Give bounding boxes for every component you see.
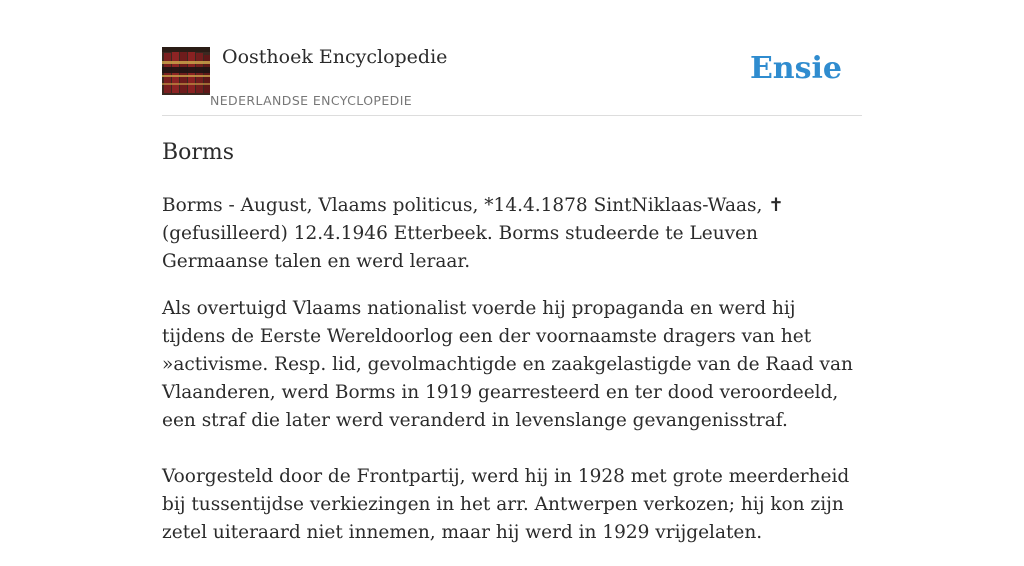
page-container [162,0,862,543]
site-header [162,0,862,116]
article-paragraph: Als overtuigd Vlaams nationalist voerde hij propaganda en werd hij tijdens de Eerste Wereldoorlog een der voornaamste dragers van het »activisme. Resp. lid, gevolmachtigde en zaakgelastigde van de Raad van Vlaanderen, werd Borms in 1919 gearresteerd en ter dood veroordeeld, een straf die later werd veranderd in levenslange gevangenisstraf. Voorgesteld door de Frontpartij, werd hij in 1928 met grote meerderheid bij tussentijdse verkiezingen in het arr. Antwerpen verkozen; hij kon zijn zetel uiteraard niet innemen, maar hij werd in 1929 vrijgelaten. [162,298,853,543]
encyclopedia-avatar[interactable] [162,47,210,95]
site-subtitle: NEDERLANDSE ENCYCLOPEDIE [210,93,413,108]
books-icon [162,47,210,95]
site-title[interactable]: Oosthoek Encyclopedie [222,46,448,68]
article-paragraph: Borms - August, Vlaams politicus, *14.4.1878 SintNiklaas-Waas, ✝ (gefusilleerd) 12.4.1946 Etterbeek. Borms studeerde te Leuven Germaanse talen en werd leraar. [162,195,784,272]
ensie-logo-link[interactable]: Ensie [749,51,842,86]
article-title: Borms [162,140,235,165]
article-body [162,192,862,566]
